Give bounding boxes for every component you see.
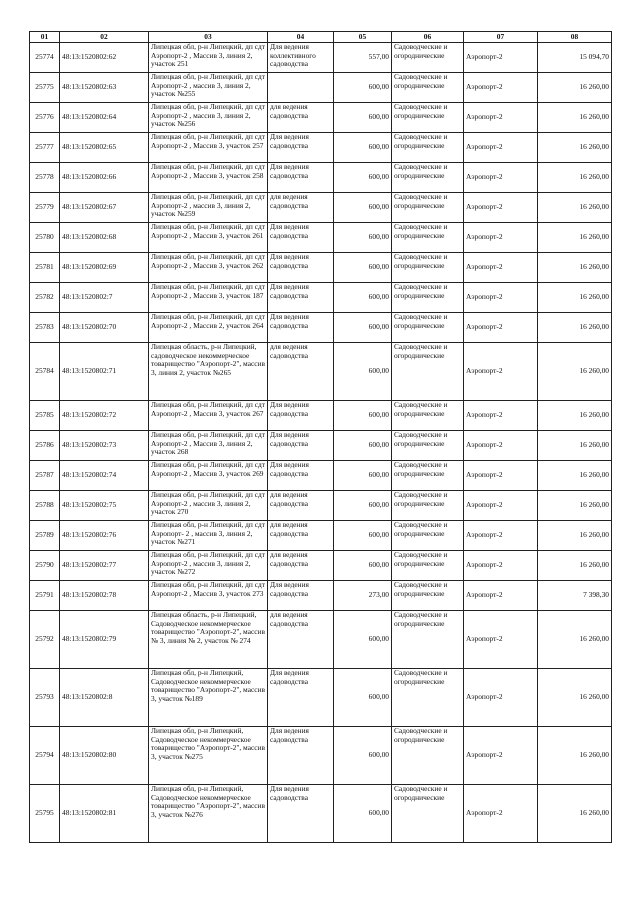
cell-land-category: Садоводческие и огороднические [392, 193, 464, 223]
cell-row-id: 25795 [30, 785, 60, 843]
column-header-04: 04 [268, 32, 334, 43]
cell-cadastral-number: 48:13:1520802:79 [60, 611, 149, 669]
cell-settlement-name: Аэропорт-2 [464, 669, 538, 727]
table-row [30, 313, 612, 343]
cell-area: 273,00 [334, 581, 392, 611]
cell-cadastral-number: 48:13:1520802:74 [60, 461, 149, 491]
cell-row-id: 25785 [30, 401, 60, 431]
cell-permitted-use: Для ведения садоводства [268, 401, 334, 431]
cell-row-id: 25789 [30, 521, 60, 551]
cell-row-id: 25783 [30, 313, 60, 343]
cell-cadastral-number: 48:13:1520802:77 [60, 551, 149, 581]
cell-permitted-use: Для ведения садоводства [268, 431, 334, 461]
cell-cadastral-value: 16 260,00 [538, 727, 612, 785]
document-page [29, 31, 611, 843]
cell-row-id: 25790 [30, 551, 60, 581]
cell-cadastral-value: 16 260,00 [538, 669, 612, 727]
cell-address: Липецкая область, р-н Липецкий, Садоводческое некоммерческое товарищество "Аэропорт-2", массив № 3, линия № 2, участок № 274 [149, 611, 268, 669]
table-row [30, 431, 612, 461]
table-body [30, 43, 612, 843]
cell-area: 600,00 [334, 223, 392, 253]
cell-permitted-use: Для ведения садоводства [268, 727, 334, 785]
cell-area: 600,00 [334, 785, 392, 843]
cell-area: 600,00 [334, 461, 392, 491]
land-plots-table [29, 31, 612, 843]
cell-address: Липецкая обл, р-н Липецкий, дп сдт Аэропорт-2 , Массив 3, участок 257 [149, 133, 268, 163]
cell-address: Липецкая область, р-н Липецкий, садоводческое некоммерческое товарищество "Аэропорт-2", массив 3, линия 2, участок №265 [149, 343, 268, 401]
column-header-03: 03 [149, 32, 268, 43]
cell-settlement-name: Аэропорт-2 [464, 611, 538, 669]
table-row [30, 103, 612, 133]
cell-settlement-name: Аэропорт-2 [464, 283, 538, 313]
cell-cadastral-number: 48:13:1520802:67 [60, 193, 149, 223]
cell-address: Липецкая обл, р-н Липецкий, Садоводческое некоммерческое товарищество "Аэропорт-2", массив 3, участок №276 [149, 785, 268, 843]
table-row [30, 43, 612, 73]
cell-cadastral-value: 16 260,00 [538, 193, 612, 223]
cell-address: Липецкая обл, р-н Липецкий, Садоводческое некоммерческое товарищество "Аэропорт-2", массив 3, участок №189 [149, 669, 268, 727]
cell-land-category: Садоводческие и огороднические [392, 727, 464, 785]
table-row [30, 461, 612, 491]
cell-cadastral-value: 16 260,00 [538, 431, 612, 461]
cell-address: Липецкая обл, р-н Липецкий, дп сдт Аэропорт-2 , массив 3, линия 2, участок 270 [149, 491, 268, 521]
cell-area: 600,00 [334, 551, 392, 581]
cell-permitted-use: Для ведения садоводства [268, 581, 334, 611]
cell-permitted-use: Для ведения садоводства [268, 163, 334, 193]
cell-area: 600,00 [334, 669, 392, 727]
cell-row-id: 25777 [30, 133, 60, 163]
cell-area: 600,00 [334, 283, 392, 313]
cell-cadastral-value: 16 260,00 [538, 551, 612, 581]
cell-row-id: 25787 [30, 461, 60, 491]
cell-cadastral-value: 16 260,00 [538, 491, 612, 521]
cell-address: Липецкая обл, р-н Липецкий, дп сдт Аэропорт-2 , Массив 3, линия 2, участок 268 [149, 431, 268, 461]
cell-permitted-use [268, 73, 334, 103]
cell-land-category: Садоводческие и огороднические [392, 343, 464, 401]
table-row [30, 581, 612, 611]
cell-cadastral-value: 16 260,00 [538, 253, 612, 283]
cell-settlement-name: Аэропорт-2 [464, 581, 538, 611]
table-row [30, 401, 612, 431]
cell-cadastral-number: 48:13:1520802:81 [60, 785, 149, 843]
cell-permitted-use: Для ведения садоводства [268, 253, 334, 283]
cell-address: Липецкая обл, р-н Липецкий, Садоводческое некоммерческое товарищество "Аэропорт-2", массив 3, участок №275 [149, 727, 268, 785]
cell-cadastral-value: 16 260,00 [538, 73, 612, 103]
cell-cadastral-number: 48:13:1520802:69 [60, 253, 149, 283]
cell-address: Липецкая обл, р-н Липецкий, дп сдт Аэропорт-2 , массив 3, линия 2, участок №255 [149, 73, 268, 103]
cell-settlement-name: Аэропорт-2 [464, 313, 538, 343]
cell-address: Липецкая обл, р-н Липецкий, дп сдт Аэропорт-2 , Массив 3, участок 269 [149, 461, 268, 491]
cell-address: Липецкая обл, р-н Липецкий, дп сдт Аэропорт-2 , Массив 3, участок 262 [149, 253, 268, 283]
cell-land-category: Садоводческие и огороднические [392, 431, 464, 461]
cell-area: 600,00 [334, 133, 392, 163]
cell-land-category: Садоводческие и огороднические [392, 133, 464, 163]
cell-cadastral-number: 48:13:1520802:70 [60, 313, 149, 343]
table-row [30, 163, 612, 193]
cell-land-category: Садоводческие и огороднические [392, 223, 464, 253]
table-row [30, 785, 612, 843]
cell-area: 600,00 [334, 611, 392, 669]
cell-cadastral-number: 48:13:1520802:76 [60, 521, 149, 551]
cell-area: 600,00 [334, 491, 392, 521]
cell-settlement-name: Аэропорт-2 [464, 491, 538, 521]
cell-permitted-use: для ведения садоводства [268, 343, 334, 401]
cell-area: 600,00 [334, 313, 392, 343]
cell-permitted-use: Для ведения садоводства [268, 223, 334, 253]
cell-permitted-use: для ведения садоводства [268, 611, 334, 669]
cell-row-id: 25775 [30, 73, 60, 103]
cell-cadastral-value: 16 260,00 [538, 103, 612, 133]
table-header-row [30, 32, 612, 43]
cell-land-category: Садоводческие и огороднические [392, 163, 464, 193]
table-row [30, 133, 612, 163]
cell-permitted-use: для ведения садоводства [268, 491, 334, 521]
cell-land-category: Садоводческие и огороднические [392, 401, 464, 431]
cell-address: Липецкая обл, р-н Липецкий, дп сдт Аэропорт- 2 , массив 3, линия 2, участок №271 [149, 521, 268, 551]
cell-settlement-name: Аэропорт-2 [464, 73, 538, 103]
cell-row-id: 25786 [30, 431, 60, 461]
cell-address: Липецкая обл, р-н Липецкий, дп сдт Аэропорт-2 , Массив 3, участок 267 [149, 401, 268, 431]
cell-area: 600,00 [334, 73, 392, 103]
cell-area: 600,00 [334, 163, 392, 193]
table-row [30, 283, 612, 313]
cell-address: Липецкая обл, р-н Липецкий, дп сдт Аэропорт-2 , массив 3, линия 2, участок №256 [149, 103, 268, 133]
table-row [30, 727, 612, 785]
cell-land-category: Садоводческие и огороднические [392, 669, 464, 727]
cell-cadastral-value: 16 260,00 [538, 283, 612, 313]
column-header-01: 01 [30, 32, 60, 43]
cell-land-category: Садоводческие и огороднические [392, 283, 464, 313]
cell-land-category: Садоводческие и огороднические [392, 461, 464, 491]
cell-land-category: Садоводческие и огороднические [392, 581, 464, 611]
cell-address: Липецкая обл, р-н Липецкий, дп сдт Аэропорт-2 , Массив 3, участок 187 [149, 283, 268, 313]
cell-permitted-use: Для ведения садоводства [268, 461, 334, 491]
cell-row-id: 25794 [30, 727, 60, 785]
cell-cadastral-number: 48:13:1520802:80 [60, 727, 149, 785]
cell-cadastral-value: 16 260,00 [538, 223, 612, 253]
cell-land-category: Садоводческие и огороднические [392, 521, 464, 551]
cell-permitted-use: для ведения садоводства [268, 551, 334, 581]
cell-area: 600,00 [334, 343, 392, 401]
cell-settlement-name: Аэропорт-2 [464, 253, 538, 283]
cell-land-category: Садоводческие и огороднические [392, 785, 464, 843]
table-row [30, 223, 612, 253]
column-header-02: 02 [60, 32, 149, 43]
cell-row-id: 25774 [30, 43, 60, 73]
cell-settlement-name: Аэропорт-2 [464, 43, 538, 73]
cell-permitted-use: Для ведения коллективного садоводства [268, 43, 334, 73]
cell-permitted-use: для ведения садоводства [268, 193, 334, 223]
cell-land-category: Садоводческие и огороднические [392, 491, 464, 521]
cell-cadastral-value: 7 398,30 [538, 581, 612, 611]
cell-settlement-name: Аэропорт-2 [464, 193, 538, 223]
cell-settlement-name: Аэропорт-2 [464, 103, 538, 133]
cell-area: 600,00 [334, 401, 392, 431]
cell-cadastral-number: 48:13:1520802:71 [60, 343, 149, 401]
cell-cadastral-number: 48:13:1520802:65 [60, 133, 149, 163]
cell-land-category: Садоводческие и огороднические [392, 551, 464, 581]
cell-address: Липецкая обл, р-н Липецкий, дп сдт Аэропорт-2 , Массив 3, участок 261 [149, 223, 268, 253]
cell-cadastral-value: 16 260,00 [538, 313, 612, 343]
table-row [30, 551, 612, 581]
cell-cadastral-number: 48:13:1520802:72 [60, 401, 149, 431]
cell-permitted-use: Для ведения садоводства [268, 313, 334, 343]
cell-settlement-name: Аэропорт-2 [464, 133, 538, 163]
cell-cadastral-value: 16 260,00 [538, 401, 612, 431]
cell-area: 600,00 [334, 103, 392, 133]
cell-permitted-use: Для ведения садоводства [268, 785, 334, 843]
cell-address: Липецкая обл, р-н Липецкий, дп сдт Аэропорт-2 , Массив 3, линия 2, участок 251 [149, 43, 268, 73]
cell-settlement-name: Аэропорт-2 [464, 343, 538, 401]
cell-settlement-name: Аэропорт-2 [464, 461, 538, 491]
cell-settlement-name: Аэропорт-2 [464, 727, 538, 785]
cell-cadastral-value: 16 260,00 [538, 163, 612, 193]
cell-cadastral-number: 48:13:1520802:78 [60, 581, 149, 611]
cell-cadastral-number: 48:13:1520802:75 [60, 491, 149, 521]
cell-cadastral-value: 16 260,00 [538, 521, 612, 551]
table-row [30, 669, 612, 727]
cell-area: 600,00 [334, 727, 392, 785]
cell-permitted-use: для ведения садоводства [268, 103, 334, 133]
cell-row-id: 25791 [30, 581, 60, 611]
cell-row-id: 25792 [30, 611, 60, 669]
table-row [30, 73, 612, 103]
cell-cadastral-number: 48:13:1520802:64 [60, 103, 149, 133]
cell-land-category: Садоводческие и огороднические [392, 103, 464, 133]
cell-cadastral-number: 48:13:1520802:7 [60, 283, 149, 313]
column-header-05: 05 [334, 32, 392, 43]
cell-settlement-name: Аэропорт-2 [464, 785, 538, 843]
table-row [30, 521, 612, 551]
cell-permitted-use: для ведения садоводства [268, 521, 334, 551]
cell-cadastral-value: 16 260,00 [538, 461, 612, 491]
cell-land-category: Садоводческие и огороднические [392, 43, 464, 73]
cell-permitted-use: Для ведения садоводства [268, 669, 334, 727]
cell-address: Липецкая обл, р-н Липецкий, дп сдт Аэропорт-2 , Массив 3, участок 258 [149, 163, 268, 193]
cell-cadastral-value: 16 260,00 [538, 785, 612, 843]
cell-area: 600,00 [334, 521, 392, 551]
table-row [30, 611, 612, 669]
cell-row-id: 25781 [30, 253, 60, 283]
cell-settlement-name: Аэропорт-2 [464, 551, 538, 581]
table-row [30, 343, 612, 401]
cell-cadastral-value: 15 094,70 [538, 43, 612, 73]
cell-row-id: 25779 [30, 193, 60, 223]
cell-cadastral-value: 16 260,00 [538, 343, 612, 401]
cell-address: Липецкая обл, р-н Липецкий, дп сдт Аэропорт-2 , массив 3, линия 2, участок №259 [149, 193, 268, 223]
cell-land-category: Садоводческие и огороднические [392, 611, 464, 669]
cell-address: Липецкая обл, р-н Липецкий, дп сдт Аэропорт-2 , Массив 2, участок 264 [149, 313, 268, 343]
cell-area: 600,00 [334, 431, 392, 461]
cell-settlement-name: Аэропорт-2 [464, 223, 538, 253]
cell-address: Липецкая обл, р-н Липецкий, дп сдт Аэропорт-2 , массив 3, линия 2, участок №272 [149, 551, 268, 581]
cell-cadastral-number: 48:13:1520802:8 [60, 669, 149, 727]
cell-cadastral-value: 16 260,00 [538, 611, 612, 669]
cell-settlement-name: Аэропорт-2 [464, 163, 538, 193]
cell-settlement-name: Аэропорт-2 [464, 401, 538, 431]
cell-row-id: 25793 [30, 669, 60, 727]
cell-cadastral-value: 16 260,00 [538, 133, 612, 163]
cell-cadastral-number: 48:13:1520802:68 [60, 223, 149, 253]
cell-cadastral-number: 48:13:1520802:73 [60, 431, 149, 461]
cell-cadastral-number: 48:13:1520802:66 [60, 163, 149, 193]
column-header-07: 07 [464, 32, 538, 43]
cell-row-id: 25780 [30, 223, 60, 253]
cell-row-id: 25784 [30, 343, 60, 401]
cell-row-id: 25776 [30, 103, 60, 133]
cell-permitted-use: Для ведения садоводства [268, 283, 334, 313]
cell-land-category: Садоводческие и огороднические [392, 313, 464, 343]
cell-cadastral-number: 48:13:1520802:62 [60, 43, 149, 73]
cell-row-id: 25782 [30, 283, 60, 313]
cell-permitted-use: Для ведения садоводства [268, 133, 334, 163]
table-row [30, 491, 612, 521]
cell-settlement-name: Аэропорт-2 [464, 431, 538, 461]
table-row [30, 253, 612, 283]
cell-land-category: Садоводческие и огороднические [392, 73, 464, 103]
column-header-08: 08 [538, 32, 612, 43]
column-header-06: 06 [392, 32, 464, 43]
cell-row-id: 25778 [30, 163, 60, 193]
cell-address: Липецкая обл, р-н Липецкий, дп сдт Аэропорт-2 , Массив 3, участок 273 [149, 581, 268, 611]
cell-settlement-name: Аэропорт-2 [464, 521, 538, 551]
cell-cadastral-number: 48:13:1520802:63 [60, 73, 149, 103]
cell-area: 600,00 [334, 193, 392, 223]
cell-area: 557,00 [334, 43, 392, 73]
cell-area: 600,00 [334, 253, 392, 283]
cell-row-id: 25788 [30, 491, 60, 521]
cell-land-category: Садоводческие и огороднические [392, 253, 464, 283]
table-row [30, 193, 612, 223]
